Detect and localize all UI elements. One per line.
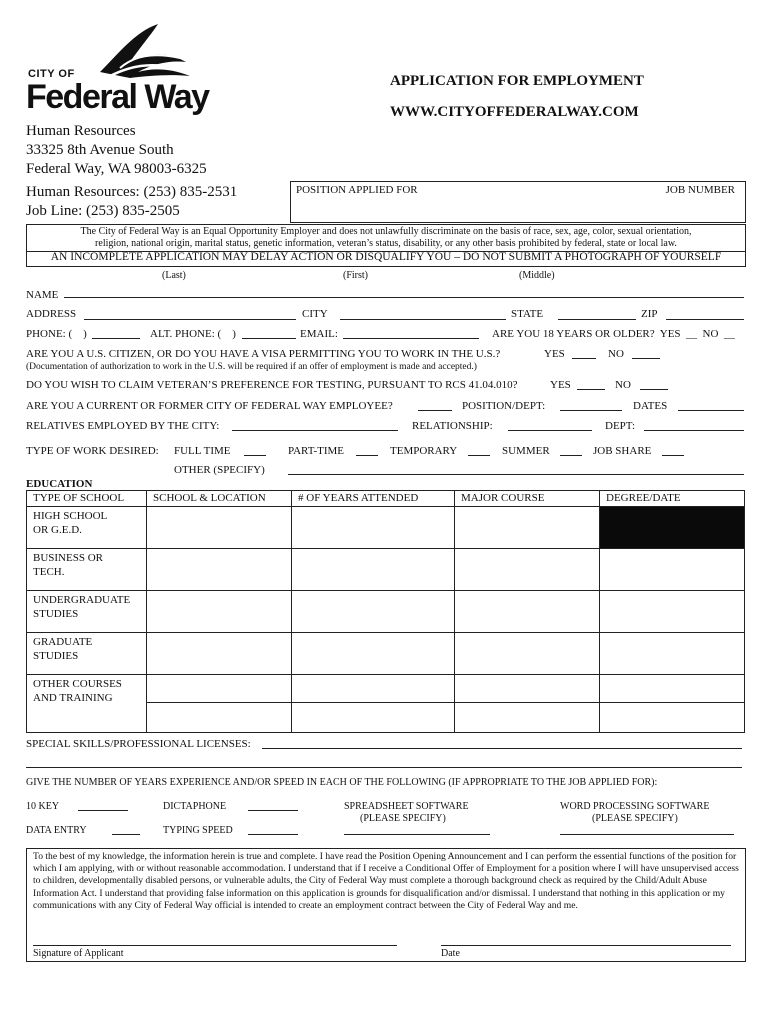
- col-degree-date: DEGREE/DATE: [600, 491, 745, 507]
- city-label: CITY: [302, 308, 328, 320]
- citizen-no-field[interactable]: [632, 358, 660, 359]
- ten-key-field[interactable]: [78, 810, 128, 811]
- education-heading: EDUCATION: [26, 478, 93, 490]
- date-label: Date: [441, 948, 460, 959]
- high-school-degree-cell: [600, 507, 745, 549]
- graduate-location-cell[interactable]: [147, 633, 292, 675]
- high-school-major-cell[interactable]: [455, 507, 600, 549]
- graduate-degree-cell[interactable]: [600, 633, 745, 675]
- data-entry-label: DATA ENTRY: [26, 825, 87, 836]
- high-school-location-cell[interactable]: [147, 507, 292, 549]
- address-line-2: 33325 8th Avenue South: [26, 142, 174, 158]
- position-dept-field[interactable]: [560, 410, 622, 411]
- other-degree-cell-1[interactable]: [600, 675, 745, 703]
- summer-label: SUMMER: [502, 445, 550, 457]
- city-logo: [26, 22, 216, 118]
- name-sublabel-last: (Last): [162, 270, 186, 281]
- education-header-row: [27, 491, 745, 507]
- relationship-label: RELATIONSHIP:: [412, 420, 493, 432]
- email-label: EMAIL:: [300, 328, 338, 340]
- veteran-no-label: NO: [615, 379, 631, 391]
- job-share-label: JOB SHARE: [593, 445, 652, 457]
- undergrad-location-cell[interactable]: [147, 591, 292, 633]
- hr-phone: Human Resources: (253) 835-2531: [26, 184, 238, 200]
- spreadsheet-label: SPREADSHEET SOFTWARE: [344, 801, 469, 812]
- graduate-major-cell[interactable]: [455, 633, 600, 675]
- employee-question: ARE YOU A CURRENT OR FORMER CITY OF FEDERAL WAY EMPLOYEE?: [26, 400, 393, 412]
- high-school-years-cell[interactable]: [292, 507, 455, 549]
- business-location-cell[interactable]: [147, 549, 292, 591]
- eeo-line-2: religion, national origin, marital status, genetic information, veteran’s status, disability, or any other basis prohibited by federal, state or local law.: [95, 238, 677, 249]
- graduate-years-cell[interactable]: [292, 633, 455, 675]
- summer-field[interactable]: [560, 455, 582, 456]
- logo-name: Federal Way: [26, 78, 209, 116]
- spreadsheet-note: (PLEASE SPECIFY): [360, 813, 446, 824]
- citizen-yes-field[interactable]: [572, 358, 596, 359]
- age-question[interactable]: ARE YOU 18 YEARS OR OLDER? YES __ NO __: [492, 328, 735, 340]
- signature-label: Signature of Applicant: [33, 948, 124, 959]
- citizen-yes-label: YES: [544, 348, 565, 360]
- special-skills-field[interactable]: [262, 748, 742, 749]
- part-time-field[interactable]: [356, 455, 378, 456]
- special-skills-label: SPECIAL SKILLS/PROFESSIONAL LICENSES:: [26, 738, 251, 750]
- name-sublabel-first: (First): [343, 270, 368, 281]
- other-major-cell-2[interactable]: [455, 703, 600, 733]
- relatives-field[interactable]: [232, 430, 398, 431]
- col-major-course: MAJOR COURSE: [455, 491, 600, 507]
- table-row: [27, 507, 745, 549]
- experience-instruction: GIVE THE NUMBER OF YEARS EXPERIENCE AND/OR SPEED IN EACH OF THE FOLLOWING (IF APPROPRIATE TO THE JOB APPLIED FOR):: [26, 777, 658, 788]
- full-time-field[interactable]: [244, 455, 266, 456]
- col-type-of-school: TYPE OF SCHOOL: [27, 491, 147, 507]
- zip-field[interactable]: [666, 319, 744, 320]
- undergrad-years-cell[interactable]: [292, 591, 455, 633]
- alt-phone-field[interactable]: [242, 338, 296, 339]
- email-field[interactable]: [343, 338, 479, 339]
- table-row: [27, 633, 745, 675]
- row-label-business: BUSINESS OR TECH.: [27, 549, 147, 591]
- job-share-field[interactable]: [662, 455, 684, 456]
- word-processing-note: (PLEASE SPECIFY): [592, 813, 678, 824]
- employee-answer-field[interactable]: [418, 410, 452, 411]
- dates-label: DATES: [633, 400, 668, 412]
- logo-city-of: CITY OF: [28, 68, 75, 80]
- dept-label: DEPT:: [605, 420, 636, 432]
- job-number-label: JOB NUMBER: [665, 184, 735, 196]
- table-row: [27, 675, 745, 703]
- ten-key-label: 10 KEY: [26, 801, 60, 812]
- education-table: [26, 490, 745, 733]
- word-processing-field[interactable]: [560, 834, 734, 835]
- other-degree-cell-2[interactable]: [600, 703, 745, 733]
- address-line-3: Federal Way, WA 98003-6325: [26, 161, 207, 177]
- veteran-question: DO YOU WISH TO CLAIM VETERAN’S PREFERENCE FOR TESTING, PURSUANT TO RCS 41.04.010?: [26, 379, 518, 391]
- city-field[interactable]: [340, 319, 506, 320]
- phone-field[interactable]: [92, 338, 140, 339]
- other-major-cell-1[interactable]: [455, 675, 600, 703]
- veteran-no-field[interactable]: [640, 389, 668, 390]
- incomplete-warning: AN INCOMPLETE APPLICATION MAY DELAY ACTION OR DISQUALIFY YOU – DO NOT SUBMIT A PHOTOGRAPH OF YOURSELF: [50, 251, 722, 263]
- special-skills-field-2[interactable]: [26, 767, 742, 768]
- address-line-1: Human Resources: [26, 123, 136, 139]
- state-field[interactable]: [558, 319, 636, 320]
- logo-waves-icon: [90, 22, 194, 78]
- business-major-cell[interactable]: [455, 549, 600, 591]
- address-field[interactable]: [84, 319, 296, 320]
- date-field[interactable]: [441, 945, 731, 946]
- eeo-line-1: The City of Federal Way is an Equal Opportunity Employer and does not unlawfully discriminate on the basis of race, sex, age, color, sexual orientation,: [80, 226, 692, 237]
- dates-field[interactable]: [678, 410, 744, 411]
- full-time-label: FULL TIME: [174, 445, 231, 457]
- relationship-field[interactable]: [508, 430, 592, 431]
- alt-phone-label: ALT. PHONE: ( ): [150, 328, 236, 340]
- row-label-other-courses: OTHER COURSES AND TRAINING: [27, 675, 147, 733]
- form-title: APPLICATION FOR EMPLOYMENT: [390, 73, 644, 89]
- position-applied-box[interactable]: [290, 181, 746, 223]
- business-degree-cell[interactable]: [600, 549, 745, 591]
- table-row: [27, 549, 745, 591]
- signature-field[interactable]: [33, 945, 397, 946]
- row-label-undergraduate: UNDERGRADUATE STUDIES: [27, 591, 147, 633]
- dictaphone-field[interactable]: [248, 810, 298, 811]
- name-sublabel-middle: (Middle): [519, 270, 555, 281]
- veteran-yes-label: YES: [550, 379, 571, 391]
- col-school-location: SCHOOL & LOCATION: [147, 491, 292, 507]
- other-location-cell-2[interactable]: [147, 703, 292, 733]
- certification-text: To the best of my knowledge, the information herein is true and complete. I have read the Position Opening Announcement and I can perform the essential functions of the position for which I am applying, with or without reasonable accommodation. I understand that if I receive a Conditional Offer of Employment for a position where I will have unsupervised access to children, developmentally disabled persons, or vulnerable adults, the City of Federal Way must complete a thorough background check as required by the Child/Adult Abuse Information Act. I understand that providing false information on this application is grounds for disqualification and/or dismissal. I understand that nothing in this application or my communications with any City of Federal Way official is intended to create an employment contract between the City of Federal Way and me.: [33, 851, 739, 911]
- name-field[interactable]: [64, 297, 744, 298]
- temporary-field[interactable]: [468, 455, 490, 456]
- other-years-cell-2[interactable]: [292, 703, 455, 733]
- other-label: OTHER (SPECIFY): [174, 464, 265, 476]
- temporary-label: TEMPORARY: [390, 445, 458, 457]
- certification-box: [26, 848, 746, 962]
- business-years-cell[interactable]: [292, 549, 455, 591]
- job-line: Job Line: (253) 835-2505: [26, 203, 180, 219]
- data-entry-field[interactable]: [112, 834, 140, 835]
- typing-speed-label: TYPING SPEED: [163, 825, 233, 836]
- spreadsheet-field[interactable]: [344, 834, 490, 835]
- other-years-cell-1[interactable]: [292, 675, 455, 703]
- phone-label: PHONE: ( ): [26, 328, 87, 340]
- incomplete-warning-box: [26, 251, 746, 267]
- dept-field[interactable]: [644, 430, 744, 431]
- typing-speed-field[interactable]: [248, 834, 298, 835]
- position-dept-label: POSITION/DEPT:: [462, 400, 546, 412]
- zip-label: ZIP: [641, 308, 658, 320]
- row-label-graduate: GRADUATE STUDIES: [27, 633, 147, 675]
- citizen-no-label: NO: [608, 348, 624, 360]
- work-type-label: TYPE OF WORK DESIRED:: [26, 445, 159, 457]
- word-processing-label: WORD PROCESSING SOFTWARE: [560, 801, 710, 812]
- relatives-label: RELATIVES EMPLOYED BY THE CITY:: [26, 420, 220, 432]
- dictaphone-label: DICTAPHONE: [163, 801, 227, 812]
- part-time-label: PART-TIME: [288, 445, 344, 457]
- undergrad-degree-cell[interactable]: [600, 591, 745, 633]
- name-label: NAME: [26, 289, 59, 301]
- position-applied-label: POSITION APPLIED FOR: [296, 184, 418, 196]
- veteran-yes-field[interactable]: [577, 389, 605, 390]
- other-location-cell-1[interactable]: [147, 675, 292, 703]
- website: WWW.CITYOFFEDERALWAY.COM: [390, 104, 639, 120]
- undergrad-major-cell[interactable]: [455, 591, 600, 633]
- state-label: STATE: [511, 308, 544, 320]
- row-label-high-school: HIGH SCHOOL OR G.E.D.: [27, 507, 147, 549]
- other-field[interactable]: [288, 474, 744, 475]
- table-row: [27, 591, 745, 633]
- eeo-statement-box: [26, 224, 746, 252]
- col-years-attended: # OF YEARS ATTENDED: [292, 491, 455, 507]
- citizen-question: ARE YOU A U.S. CITIZEN, OR DO YOU HAVE A VISA PERMITTING YOU TO WORK IN THE U.S.?: [26, 348, 501, 360]
- address-label: ADDRESS: [26, 308, 77, 320]
- citizen-note: (Documentation of authorization to work in the U.S. will be required if an offer of employment is made and accepted.): [26, 362, 477, 372]
